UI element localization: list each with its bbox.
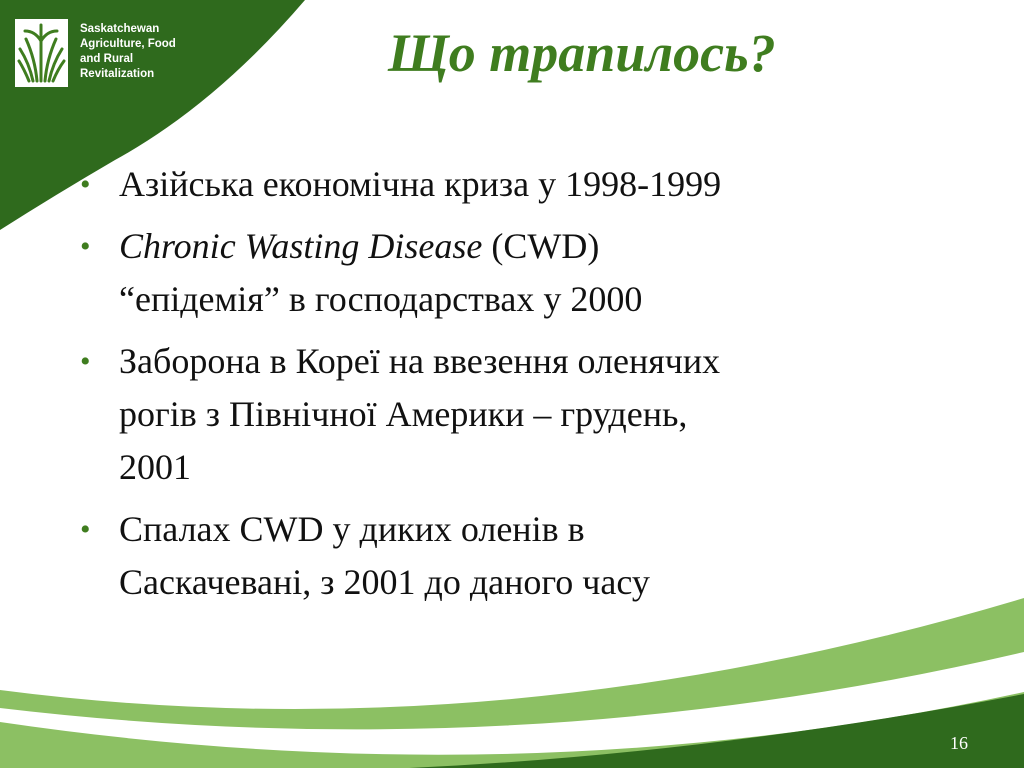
bullet-line: Спалах CWD у диких оленів в (119, 509, 585, 549)
bullet-icon: • (80, 345, 91, 378)
bullet-line (119, 220, 920, 273)
organization-name-line: Saskatchewan (80, 23, 160, 35)
bullet-line: “епідемія” в господарствах у 2000 (119, 279, 643, 319)
bullet-icon: • (80, 513, 91, 546)
logo (15, 19, 68, 87)
wheat-sheaf-icon (15, 19, 68, 87)
bullet-line: Азійська економічна криза у 1998-1999 (119, 164, 722, 204)
bullet-item (80, 503, 920, 609)
bullet-item (80, 335, 920, 494)
bullet-item (80, 158, 920, 211)
disease-abbreviation: (CWD) (482, 226, 600, 266)
organization-name-line: Agriculture, Food (80, 38, 176, 50)
bullet-line: рогів з Північної Америки – грудень, (119, 394, 688, 434)
page-number: 16 (950, 733, 968, 753)
bullet-icon: • (80, 168, 91, 201)
bullet-line: Саскачевані, з 2001 до даного часу (119, 562, 650, 602)
slide-title: Що трапилось? (388, 23, 776, 83)
bullet-line: 2001 (119, 447, 191, 487)
disease-name: Chronic Wasting Disease (119, 226, 483, 266)
bullet-item (80, 220, 920, 326)
organization-name-line: and Rural (80, 53, 134, 65)
organization-name-line: Revitalization (80, 68, 155, 80)
bullet-icon: • (80, 230, 91, 263)
organization-name (80, 22, 250, 82)
bullet-line: Заборона в Кореї на ввезення оленячих (119, 341, 721, 381)
bullet-list (80, 158, 920, 618)
